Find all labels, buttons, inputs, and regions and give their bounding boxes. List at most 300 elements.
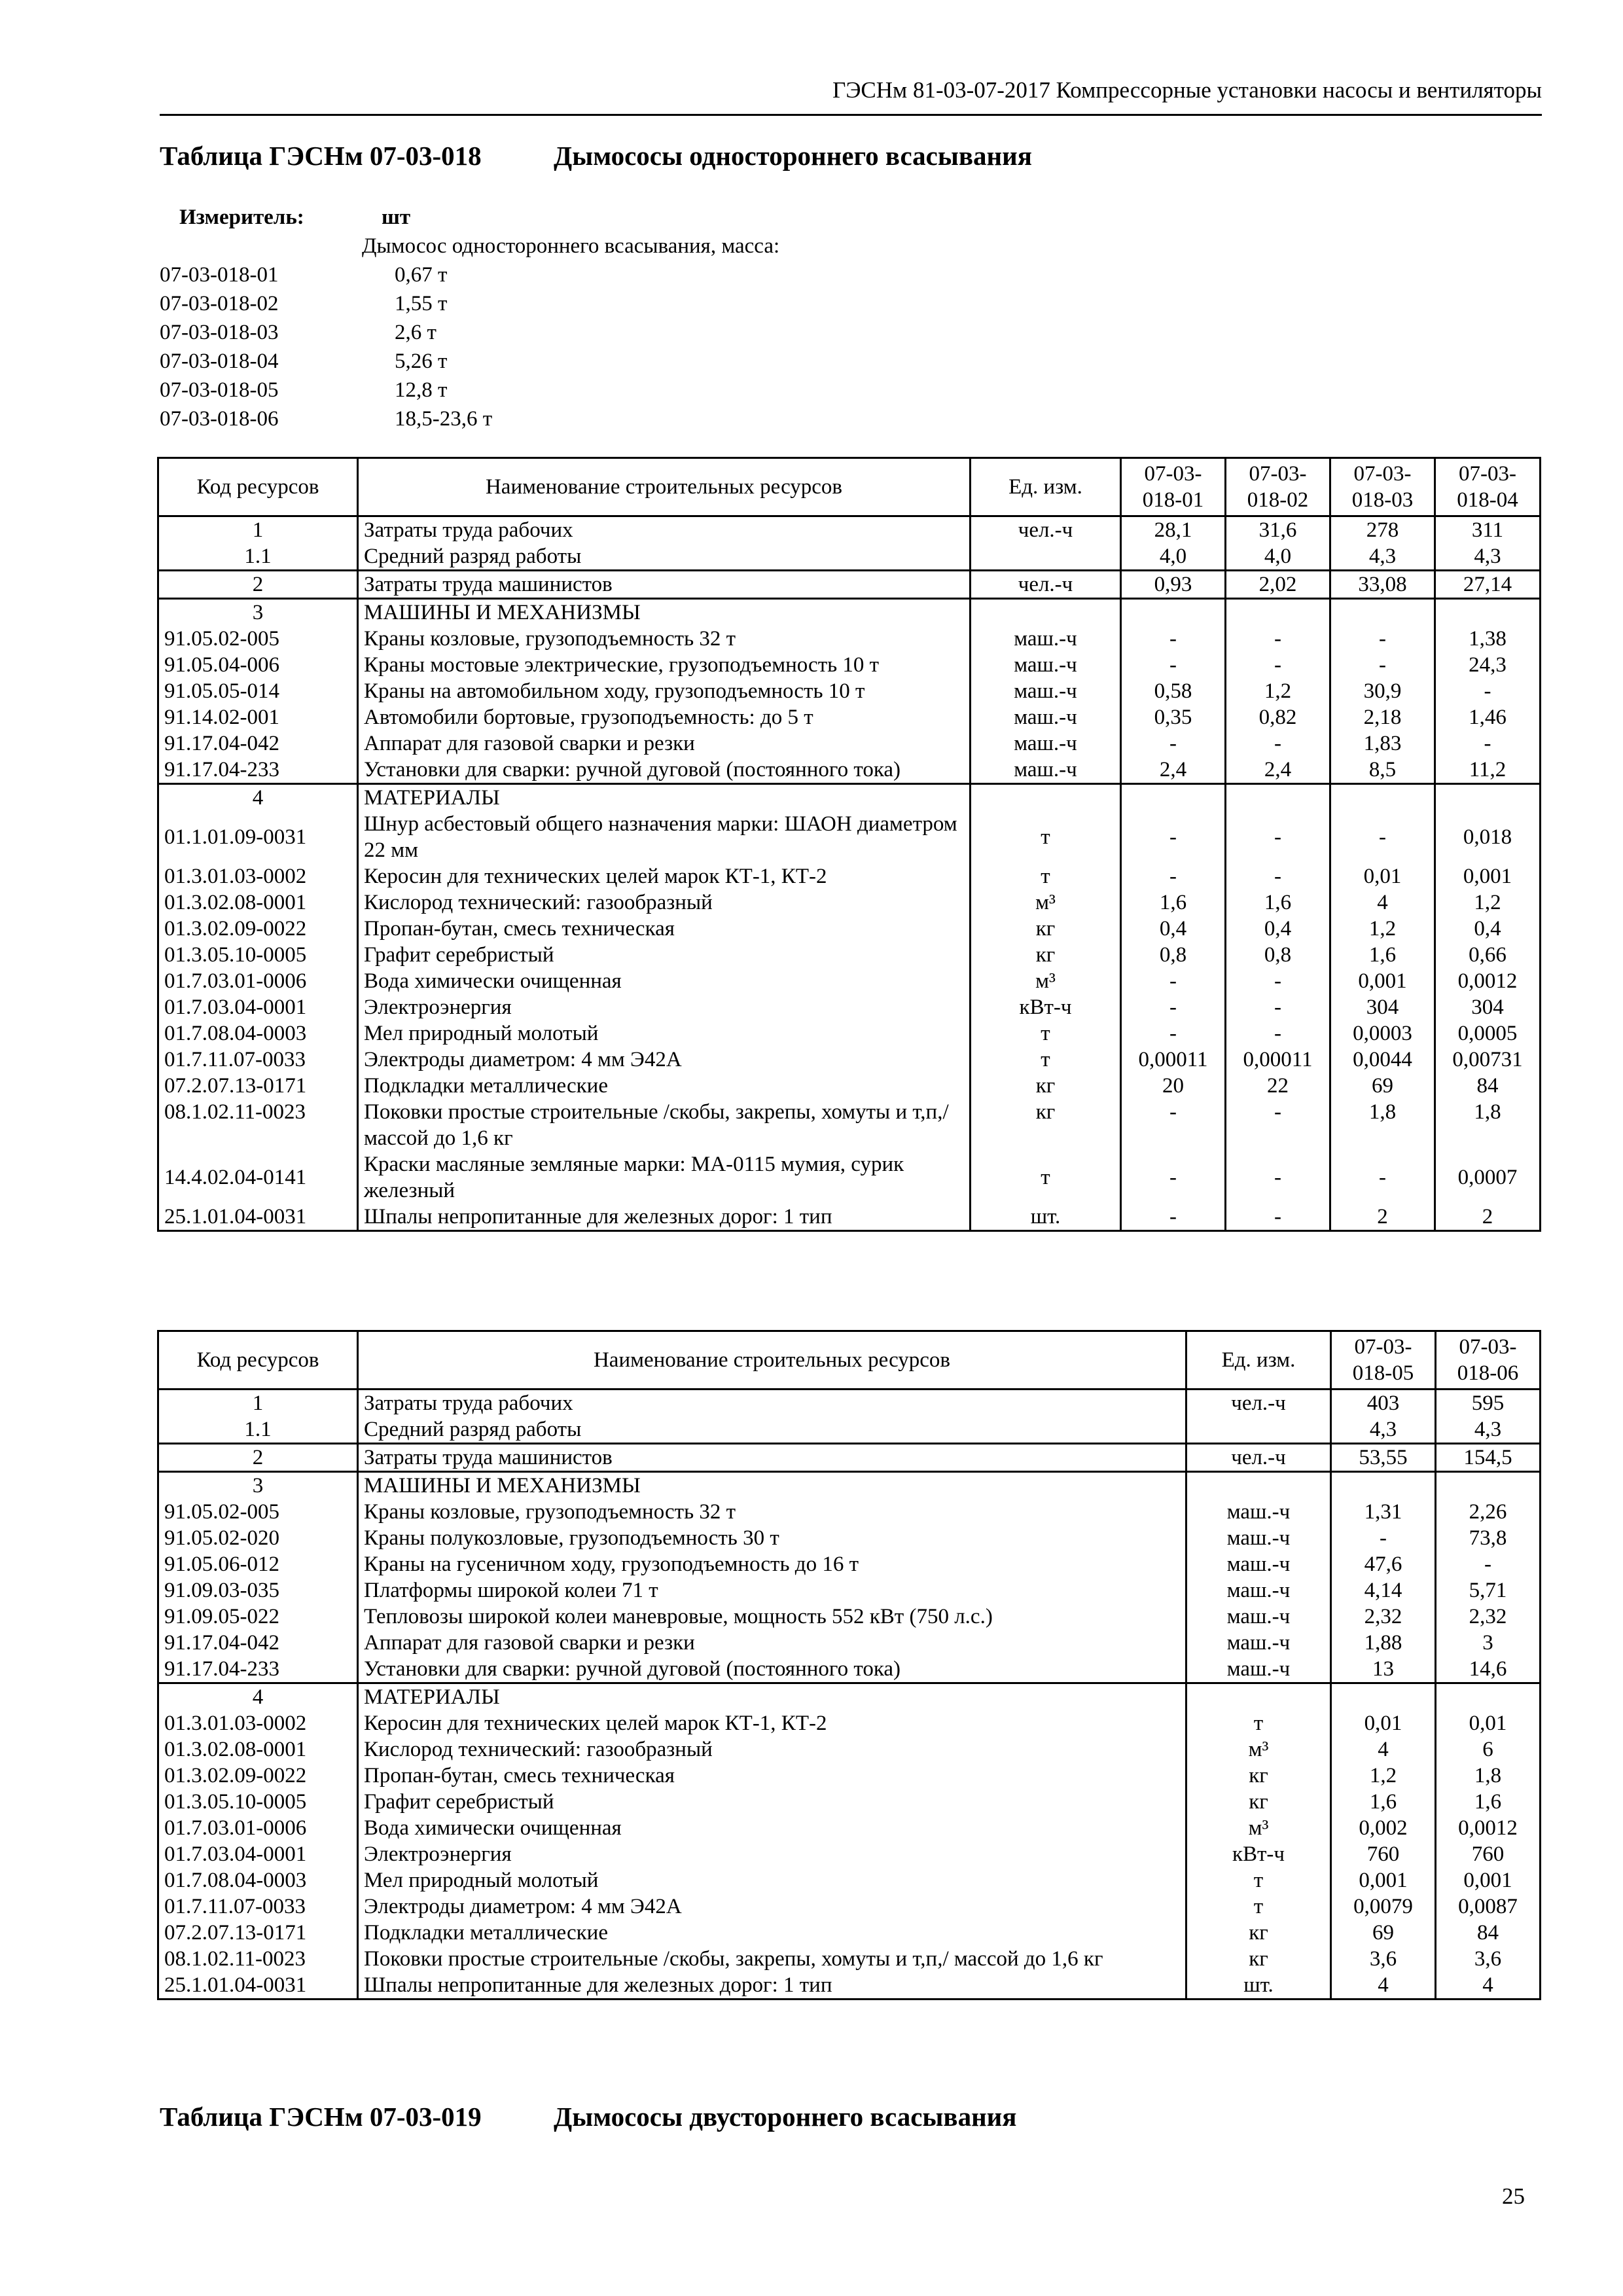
table-row: [158, 994, 1541, 1020]
resource-value: 69: [1331, 1920, 1436, 1946]
resource-unit: маш.-ч: [971, 678, 1121, 704]
resource-code: 91.05.06-012: [158, 1551, 358, 1577]
resource-value: 1,6: [1436, 1789, 1541, 1815]
table-row: [158, 1047, 1541, 1073]
resource-name: Аппарат для газовой сварки и резки: [358, 1630, 1186, 1656]
resource-value: 1,2: [1330, 916, 1435, 942]
resource-value: [1330, 599, 1435, 626]
resource-value: 0,00011: [1226, 1047, 1330, 1073]
resource-value: 2,4: [1226, 757, 1330, 784]
column-header: Ед. изм.: [971, 458, 1121, 516]
resource-unit: т: [971, 811, 1121, 863]
resource-code: 3: [158, 599, 358, 626]
resource-value: 403: [1331, 1390, 1436, 1417]
resource-code: 91.17.04-233: [158, 1656, 358, 1683]
resource-unit: [971, 784, 1121, 812]
column-header: 07-03-018-01: [1121, 458, 1226, 516]
meter-item: [160, 289, 779, 318]
resource-value: -: [1121, 994, 1226, 1020]
table-title-018: [160, 137, 1032, 174]
resource-unit: т: [971, 1020, 1121, 1047]
resource-value: 4,3: [1330, 543, 1435, 571]
resource-value: 1,6: [1121, 889, 1226, 916]
table-row: [158, 678, 1541, 704]
resource-unit: т: [971, 1047, 1121, 1073]
page-number: 25: [1502, 2183, 1525, 2209]
resource-value: -: [1226, 968, 1330, 994]
resource-value: 0,0044: [1330, 1047, 1435, 1073]
resource-value: 0,8: [1121, 942, 1226, 968]
column-header: Код ресурсов: [158, 1331, 358, 1390]
resource-name: Электроды диаметром: 4 мм Э42А: [358, 1893, 1186, 1920]
table-row: [158, 1472, 1541, 1499]
resource-code: 01.7.08.04-0003: [158, 1867, 358, 1893]
resource-name: Электроэнергия: [358, 994, 971, 1020]
meter-item-code: 07-03-018-01: [160, 263, 279, 287]
resource-name: Затраты труда машинистов: [358, 571, 971, 599]
resource-unit: чел.-ч: [971, 571, 1121, 599]
table-row: [158, 652, 1541, 678]
resource-value: 0,001: [1330, 968, 1435, 994]
resource-value: 0,01: [1331, 1710, 1436, 1736]
resource-value: 154,5: [1436, 1444, 1541, 1472]
resource-value: 20: [1121, 1073, 1226, 1099]
table-name: Дымососы двустороннего всасывания: [554, 2102, 1017, 2132]
resource-unit: кг: [1186, 1946, 1331, 1972]
resource-unit: маш.-ч: [971, 652, 1121, 678]
resource-unit: шт.: [1186, 1972, 1331, 2000]
table-row: [158, 811, 1541, 863]
resource-value: -: [1121, 1204, 1226, 1231]
table-row: [158, 599, 1541, 626]
resource-unit: т: [1186, 1710, 1331, 1736]
meter-item-mass: 18,5-23,6 т: [395, 407, 493, 431]
table-row: [158, 626, 1541, 652]
meter-item-code: 07-03-018-06: [160, 407, 279, 431]
resource-value: 11,2: [1435, 757, 1541, 784]
resource-name: Мел природный молотый: [358, 1867, 1186, 1893]
resource-unit: маш.-ч: [1186, 1525, 1331, 1551]
resource-unit: м³: [1186, 1815, 1331, 1841]
resource-value: 1,8: [1436, 1763, 1541, 1789]
resource-unit: кг: [1186, 1763, 1331, 1789]
table-row: [158, 1020, 1541, 1047]
resource-code: 07.2.07.13-0171: [158, 1920, 358, 1946]
resource-code: 01.3.01.03-0002: [158, 863, 358, 889]
resource-value: 4: [1331, 1736, 1436, 1763]
resource-value: -: [1435, 730, 1541, 757]
resource-name: Поковки простые строительные /скобы, закрепы, хомуты и т,п,/ массой до 1,6 кг: [358, 1099, 971, 1151]
table-row: [158, 1444, 1541, 1472]
resource-value: 0,4: [1226, 916, 1330, 942]
resource-value: -: [1330, 1151, 1435, 1204]
resource-name: Шпалы непропитанные для железных дорог: 1 тип: [358, 1204, 971, 1231]
resource-code: 07.2.07.13-0171: [158, 1073, 358, 1099]
resource-code: 1.1: [158, 1416, 358, 1444]
meter-item: [160, 260, 779, 289]
resource-unit: маш.-ч: [971, 757, 1121, 784]
resources-table-05-06: [157, 1330, 1541, 2000]
resource-value: 1,46: [1435, 704, 1541, 730]
resource-value: 28,1: [1121, 516, 1226, 544]
resource-unit: маш.-ч: [971, 626, 1121, 652]
resource-code: 91.09.05-022: [158, 1604, 358, 1630]
resource-unit: т: [1186, 1867, 1331, 1893]
table-row: [158, 1525, 1541, 1551]
resource-value: 0,001: [1435, 863, 1541, 889]
column-header: 07-03-018-06: [1436, 1331, 1541, 1390]
table-row: [158, 757, 1541, 784]
resource-value: [1436, 1472, 1541, 1499]
resource-value: -: [1330, 811, 1435, 863]
table-row: [158, 730, 1541, 757]
resource-unit: т: [971, 1151, 1121, 1204]
resource-code: 01.3.05.10-0005: [158, 1789, 358, 1815]
table-row: [158, 1946, 1541, 1972]
table-row: [158, 1630, 1541, 1656]
meter-item: [160, 404, 779, 433]
table-row: [158, 571, 1541, 599]
resource-value: 0,0003: [1330, 1020, 1435, 1047]
resource-value: 0,0012: [1436, 1815, 1541, 1841]
resource-name: Затраты труда рабочих: [358, 516, 971, 544]
resource-name: Керосин для технических целей марок КТ-1, КТ-2: [358, 863, 971, 889]
resource-unit: м³: [1186, 1736, 1331, 1763]
resource-unit: маш.-ч: [1186, 1499, 1331, 1525]
resource-code: 1.1: [158, 543, 358, 571]
resource-unit: м³: [971, 889, 1121, 916]
resource-unit: [971, 543, 1121, 571]
resource-value: 304: [1330, 994, 1435, 1020]
resource-code: 2: [158, 1444, 358, 1472]
resource-code: 25.1.01.04-0031: [158, 1204, 358, 1231]
resource-name: Графит серебристый: [358, 942, 971, 968]
meter-item: [160, 347, 779, 376]
resource-value: 2,4: [1121, 757, 1226, 784]
resource-value: 1,6: [1330, 942, 1435, 968]
resource-value: 0,0012: [1435, 968, 1541, 994]
column-header: 07-03-018-04: [1435, 458, 1541, 516]
table-name: Дымососы одностороннего всасывания: [554, 141, 1032, 171]
resource-unit: шт.: [971, 1204, 1121, 1231]
table-row: [158, 1656, 1541, 1683]
table-row: [158, 1893, 1541, 1920]
resource-name: Краны на автомобильном ходу, грузоподъемность 10 т: [358, 678, 971, 704]
resource-value: -: [1226, 994, 1330, 1020]
resource-name: Подкладки металлические: [358, 1073, 971, 1099]
resource-name: Шнур асбестовый общего назначения марки: ШАОН диаметром 22 мм: [358, 811, 971, 863]
resource-unit: маш.-ч: [1186, 1604, 1331, 1630]
resource-code: 25.1.01.04-0031: [158, 1972, 358, 2000]
resource-value: 0,35: [1121, 704, 1226, 730]
resource-value: [1226, 784, 1330, 812]
resource-value: 0,00011: [1121, 1047, 1226, 1073]
resource-name: Средний разряд работы: [358, 1416, 1186, 1444]
table-row: [158, 1551, 1541, 1577]
resource-value: 14,6: [1436, 1656, 1541, 1683]
resource-unit: кг: [1186, 1920, 1331, 1946]
resource-code: 01.7.03.04-0001: [158, 994, 358, 1020]
resource-code: 91.05.04-006: [158, 652, 358, 678]
resource-value: [1331, 1472, 1436, 1499]
resource-name: Установки для сварки: ручной дуговой (постоянного тока): [358, 757, 971, 784]
meter-label: Измеритель:: [179, 206, 304, 229]
resource-unit: [1186, 1683, 1331, 1711]
resource-value: 2,32: [1331, 1604, 1436, 1630]
table-row: [158, 889, 1541, 916]
resource-value: [1330, 784, 1435, 812]
resource-name: Краны на гусеничном ходу, грузоподъемность до 16 т: [358, 1551, 1186, 1577]
resource-value: 278: [1330, 516, 1435, 544]
table-row: [158, 1683, 1541, 1711]
resource-name: Тепловозы широкой колеи маневровые, мощность 552 кВт (750 л.с.): [358, 1604, 1186, 1630]
resource-code: 3: [158, 1472, 358, 1499]
resource-unit: кВт-ч: [1186, 1841, 1331, 1867]
resource-value: 2,32: [1436, 1604, 1541, 1630]
resource-value: -: [1330, 626, 1435, 652]
column-header: 07-03-018-05: [1331, 1331, 1436, 1390]
table-row: [158, 1499, 1541, 1525]
resource-value: 0,0087: [1436, 1893, 1541, 1920]
resource-value: [1435, 784, 1541, 812]
resource-value: -: [1226, 863, 1330, 889]
table-row: [158, 516, 1541, 544]
resource-unit: м³: [971, 968, 1121, 994]
resource-name: Краны козловые, грузоподъемность 32 т: [358, 626, 971, 652]
resource-value: 0,93: [1121, 571, 1226, 599]
resource-value: 1,2: [1435, 889, 1541, 916]
resource-value: 84: [1435, 1073, 1541, 1099]
resource-code: 01.3.02.09-0022: [158, 1763, 358, 1789]
resource-value: -: [1121, 968, 1226, 994]
resource-name: Краны мостовые электрические, грузоподъемность 10 т: [358, 652, 971, 678]
resource-value: [1435, 599, 1541, 626]
resource-value: 4: [1330, 889, 1435, 916]
table-row: [158, 1841, 1541, 1867]
resource-value: 4,3: [1436, 1416, 1541, 1444]
resource-value: 73,8: [1436, 1525, 1541, 1551]
resource-unit: маш.-ч: [971, 704, 1121, 730]
resource-value: 31,6: [1226, 516, 1330, 544]
resource-name: Автомобили бортовые, грузоподъемность: до 5 т: [358, 704, 971, 730]
resource-value: 47,6: [1331, 1551, 1436, 1577]
resource-value: 0,82: [1226, 704, 1330, 730]
resource-value: 2: [1435, 1204, 1541, 1231]
resource-code: 1: [158, 516, 358, 544]
table-row: [158, 863, 1541, 889]
resource-value: 1,6: [1331, 1789, 1436, 1815]
resource-name: Вода химически очищенная: [358, 1815, 1186, 1841]
resource-value: 0,8: [1226, 942, 1330, 968]
table-row: [158, 1920, 1541, 1946]
resource-value: [1436, 1683, 1541, 1711]
resource-value: 2,26: [1436, 1499, 1541, 1525]
resource-value: 0,018: [1435, 811, 1541, 863]
resource-value: 1,31: [1331, 1499, 1436, 1525]
resource-value: 1,83: [1330, 730, 1435, 757]
resource-value: 69: [1330, 1073, 1435, 1099]
resource-value: 1,2: [1226, 678, 1330, 704]
resource-unit: кг: [1186, 1789, 1331, 1815]
resource-value: 760: [1331, 1841, 1436, 1867]
page-header: ГЭСНм 81-03-07-2017 Компрессорные установки насосы и вентиляторы: [160, 73, 1542, 116]
resource-value: 3,6: [1436, 1946, 1541, 1972]
resource-value: 1,2: [1331, 1763, 1436, 1789]
meter-item-mass: 5,26 т: [395, 350, 448, 373]
resource-name: Пропан-бутан, смесь техническая: [358, 1763, 1186, 1789]
resource-name: Электроды диаметром: 4 мм Э42А: [358, 1047, 971, 1073]
resource-name: МАШИНЫ И МЕХАНИЗМЫ: [358, 599, 971, 626]
resource-code: 01.7.03.04-0001: [158, 1841, 358, 1867]
table-code: Таблица ГЭСНм 07-03-019: [160, 2102, 482, 2132]
table-title-019: [160, 2098, 1017, 2135]
resource-value: 0,0005: [1435, 1020, 1541, 1047]
meter-unit: шт: [382, 206, 411, 229]
resource-value: 1,8: [1330, 1099, 1435, 1151]
column-header: Наименование строительных ресурсов: [358, 1331, 1186, 1390]
resource-name: МАТЕРИАЛЫ: [358, 784, 971, 812]
resource-value: 304: [1435, 994, 1541, 1020]
resource-name: Вода химически очищенная: [358, 968, 971, 994]
resource-value: -: [1226, 730, 1330, 757]
resource-code: 08.1.02.11-0023: [158, 1099, 358, 1151]
meter-item-code: 07-03-018-03: [160, 321, 279, 344]
resource-value: 0,01: [1330, 863, 1435, 889]
resource-code: 91.05.05-014: [158, 678, 358, 704]
resource-code: 08.1.02.11-0023: [158, 1946, 358, 1972]
resource-value: 4: [1331, 1972, 1436, 2000]
resource-value: 0,002: [1331, 1815, 1436, 1841]
resource-unit: чел.-ч: [1186, 1390, 1331, 1417]
resource-unit: маш.-ч: [1186, 1577, 1331, 1604]
table-row: [158, 942, 1541, 968]
resource-unit: [1186, 1416, 1331, 1444]
resource-code: 14.4.02.04-0141: [158, 1151, 358, 1204]
resource-unit: маш.-ч: [971, 730, 1121, 757]
resource-code: 4: [158, 784, 358, 812]
table-row: [158, 916, 1541, 942]
resource-name: Пропан-бутан, смесь техническая: [358, 916, 971, 942]
resource-value: 4,3: [1435, 543, 1541, 571]
resource-code: 2: [158, 571, 358, 599]
column-header: Ед. изм.: [1186, 1331, 1331, 1390]
resource-value: [1121, 784, 1226, 812]
resource-value: 4,0: [1226, 543, 1330, 571]
table-row: [158, 1972, 1541, 2000]
meter-block: [160, 203, 779, 433]
resource-unit: т: [971, 863, 1121, 889]
resource-name: Кислород технический: газообразный: [358, 1736, 1186, 1763]
resource-name: Мел природный молотый: [358, 1020, 971, 1047]
resource-value: 53,55: [1331, 1444, 1436, 1472]
resource-value: 24,3: [1435, 652, 1541, 678]
meter-item: [160, 318, 779, 347]
resource-name: Аппарат для газовой сварки и резки: [358, 730, 971, 757]
resource-value: 0,4: [1121, 916, 1226, 942]
resource-code: 91.17.04-042: [158, 730, 358, 757]
resource-value: 84: [1436, 1920, 1541, 1946]
resource-unit: маш.-ч: [1186, 1656, 1331, 1683]
resource-code: 01.3.01.03-0002: [158, 1710, 358, 1736]
table-row: [158, 1204, 1541, 1231]
resource-value: 30,9: [1330, 678, 1435, 704]
resource-code: 91.09.03-035: [158, 1577, 358, 1604]
resource-value: 22: [1226, 1073, 1330, 1099]
resource-name: Платформы широкой колеи 71 т: [358, 1577, 1186, 1604]
meter-item-mass: 0,67 т: [395, 263, 448, 287]
resource-name: Графит серебристый: [358, 1789, 1186, 1815]
column-header: 07-03-018-03: [1330, 458, 1435, 516]
resource-unit: т: [1186, 1893, 1331, 1920]
resource-unit: маш.-ч: [1186, 1551, 1331, 1577]
table-row: [158, 1390, 1541, 1417]
resource-value: 1,8: [1435, 1099, 1541, 1151]
resource-value: -: [1121, 1099, 1226, 1151]
resource-name: Электроэнергия: [358, 1841, 1186, 1867]
resource-name: Краны козловые, грузоподъемность 32 т: [358, 1499, 1186, 1525]
resource-unit: кг: [971, 916, 1121, 942]
resource-code: 91.05.02-005: [158, 1499, 358, 1525]
resource-value: 1,88: [1331, 1630, 1436, 1656]
resource-unit: кг: [971, 942, 1121, 968]
resource-unit: кг: [971, 1073, 1121, 1099]
resource-code: 01.3.02.09-0022: [158, 916, 358, 942]
resource-value: [1331, 1683, 1436, 1711]
resource-value: 0,4: [1435, 916, 1541, 942]
resource-value: -: [1121, 730, 1226, 757]
resource-value: -: [1226, 1020, 1330, 1047]
resource-value: 311: [1435, 516, 1541, 544]
column-header: Код ресурсов: [158, 458, 358, 516]
table-row: [158, 1763, 1541, 1789]
resource-name: Шпалы непропитанные для железных дорог: 1 тип: [358, 1972, 1186, 2000]
resource-value: -: [1331, 1525, 1436, 1551]
resource-value: 0,00731: [1435, 1047, 1541, 1073]
resource-value: -: [1435, 678, 1541, 704]
table-row: [158, 1736, 1541, 1763]
resource-unit: чел.-ч: [971, 516, 1121, 544]
resource-value: -: [1121, 811, 1226, 863]
resource-unit: [971, 599, 1121, 626]
resource-code: 01.7.11.07-0033: [158, 1047, 358, 1073]
table-code: Таблица ГЭСНм 07-03-018: [160, 141, 482, 171]
resource-unit: кВт-ч: [971, 994, 1121, 1020]
resource-value: -: [1226, 1204, 1330, 1231]
resource-code: 01.7.03.01-0006: [158, 1815, 358, 1841]
resource-value: 2,18: [1330, 704, 1435, 730]
resource-code: 01.3.05.10-0005: [158, 942, 358, 968]
resource-name: Краски масляные земляные марки: МА-0115 мумия, сурик железный: [358, 1151, 971, 1204]
resource-code: 1: [158, 1390, 358, 1417]
column-header: Наименование строительных ресурсов: [358, 458, 971, 516]
resource-code: 91.05.02-020: [158, 1525, 358, 1551]
resource-value: 0,66: [1435, 942, 1541, 968]
table-row: [158, 704, 1541, 730]
resource-value: 33,08: [1330, 571, 1435, 599]
table-row: [158, 1604, 1541, 1630]
resource-value: -: [1121, 652, 1226, 678]
resource-code: 01.1.01.09-0031: [158, 811, 358, 863]
resource-value: -: [1121, 626, 1226, 652]
resource-value: 1,38: [1435, 626, 1541, 652]
resource-unit: чел.-ч: [1186, 1444, 1331, 1472]
resource-code: 01.3.02.08-0001: [158, 889, 358, 916]
table-row: [158, 1073, 1541, 1099]
table-row: [158, 784, 1541, 812]
resource-name: Подкладки металлические: [358, 1920, 1186, 1946]
resource-code: 01.7.08.04-0003: [158, 1020, 358, 1047]
resource-value: 595: [1436, 1390, 1541, 1417]
